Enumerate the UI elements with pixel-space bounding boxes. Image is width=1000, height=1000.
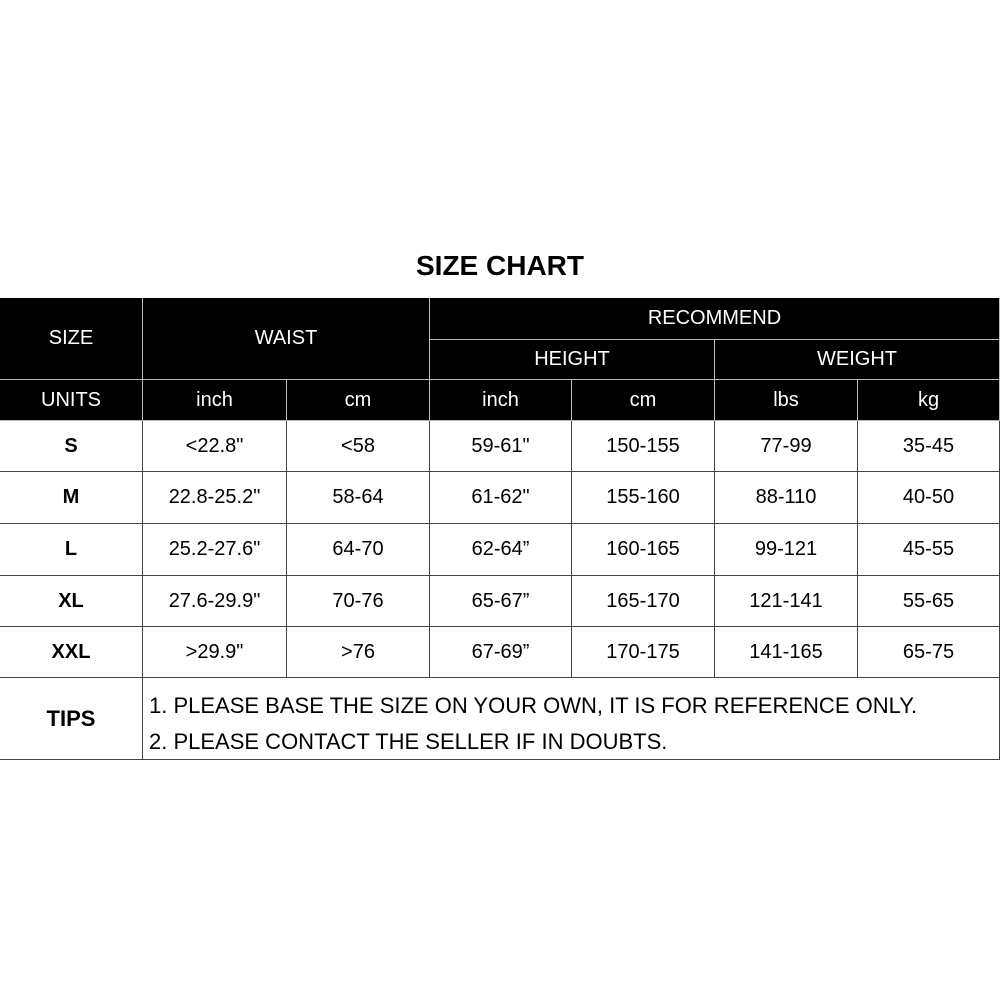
table-cell: 62-64” xyxy=(430,524,572,576)
table-cell: <22.8" xyxy=(143,421,287,472)
table-cell: <58 xyxy=(287,421,430,472)
table-cell: 150-155 xyxy=(572,421,715,472)
table-cell: 64-70 xyxy=(287,524,430,576)
table-cell: 141-165 xyxy=(715,627,858,678)
size-label: M xyxy=(0,472,143,524)
table-cell: 55-65 xyxy=(858,576,1000,627)
table-cell: 165-170 xyxy=(572,576,715,627)
header-weight: WEIGHT xyxy=(715,340,1000,380)
table-cell: 88-110 xyxy=(715,472,858,524)
size-label: S xyxy=(0,421,143,472)
table-cell: 45-55 xyxy=(858,524,1000,576)
table-cell: 65-67” xyxy=(430,576,572,627)
size-label: XXL xyxy=(0,627,143,678)
table-cell: 35-45 xyxy=(858,421,1000,472)
table-cell: 77-99 xyxy=(715,421,858,472)
tip-line: 2. PLEASE CONTACT THE SELLER IF IN DOUBTS. xyxy=(149,729,668,754)
table-cell: >29.9" xyxy=(143,627,287,678)
unit-header-cell: inch xyxy=(143,380,287,421)
tips-content xyxy=(143,678,1000,760)
table-cell: 170-175 xyxy=(572,627,715,678)
table-cell: 160-165 xyxy=(572,524,715,576)
unit-header-cell: inch xyxy=(430,380,572,421)
size-chart-table xyxy=(0,298,1000,760)
table-cell: >76 xyxy=(287,627,430,678)
table-cell: 40-50 xyxy=(858,472,1000,524)
table-cell: 58-64 xyxy=(287,472,430,524)
table-cell: 59-61" xyxy=(430,421,572,472)
header-recommend: RECOMMEND xyxy=(430,298,1000,340)
unit-header-cell: kg xyxy=(858,380,1000,421)
unit-header-cell: cm xyxy=(287,380,430,421)
table-cell: 70-76 xyxy=(287,576,430,627)
header-units: UNITS xyxy=(0,380,143,421)
table-cell: 61-62" xyxy=(430,472,572,524)
header-height: HEIGHT xyxy=(430,340,715,380)
table-cell: 155-160 xyxy=(572,472,715,524)
page-title: SIZE CHART xyxy=(416,250,584,281)
header-waist: WAIST xyxy=(143,298,430,380)
unit-header-cell: lbs xyxy=(715,380,858,421)
table-cell: 99-121 xyxy=(715,524,858,576)
table-cell: 27.6-29.9" xyxy=(143,576,287,627)
tip-line: 1. PLEASE BASE THE SIZE ON YOUR OWN, IT IS FOR REFERENCE ONLY. xyxy=(149,693,918,718)
size-label: L xyxy=(0,524,143,576)
tips-label: TIPS xyxy=(0,678,143,760)
size-label: XL xyxy=(0,576,143,627)
unit-header-cell: cm xyxy=(572,380,715,421)
table-cell: 67-69” xyxy=(430,627,572,678)
table-cell: 22.8-25.2" xyxy=(143,472,287,524)
table-cell: 65-75 xyxy=(858,627,1000,678)
header-size: SIZE xyxy=(0,298,143,380)
table-cell: 25.2-27.6" xyxy=(143,524,287,576)
table-cell: 121-141 xyxy=(715,576,858,627)
